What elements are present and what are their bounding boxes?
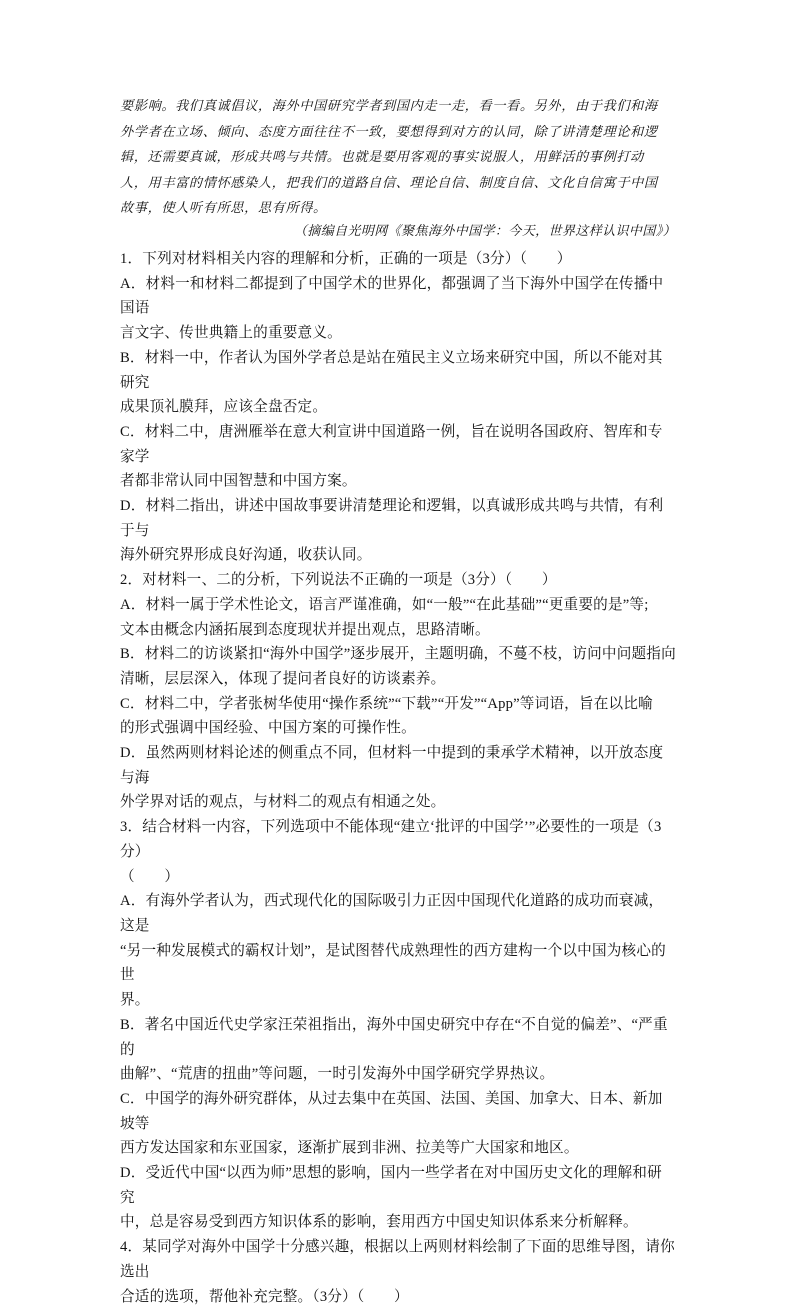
option-c: C．材料二中，唐洲雁举在意大利宣讲中国道路一例，旨在说明各国政府、智库和专家学 xyxy=(120,423,663,465)
question-stem: 4．某同学对海外中国学十分感兴趣，根据以上两则材料绘制了下面的思维导图，请你选出 xyxy=(120,1239,675,1280)
question-4 xyxy=(120,1235,676,1309)
option-a: A．材料一和材料二都提到了中国学术的世界化，都强调了当下海外中国学在传播中国语 xyxy=(120,275,664,317)
option-a: A．有海外学者认为，西式现代化的国际吸引力正因中国现代化道路的成功而衰减，这是 xyxy=(120,893,664,934)
question-stem-cont: 合适的选项，帮他补充完整。（3分）（ ） xyxy=(120,1288,409,1305)
option-b: B．著名中国近代史学家汪荣祖指出，海外中国史研究中存在“不自觉的偏差”、“严重的 xyxy=(120,1016,668,1058)
question-stem: 3．结合材料一内容，下列选项中不能体现“建立‘批评的中国学’”必要性的一项是（3分） xyxy=(120,819,662,860)
option-a-cont: 界。 xyxy=(120,992,150,1009)
option-d: D．材料二指出，讲述中国故事要讲清楚理论和逻辑，以真诚形成共鸣与共情，有利于与 xyxy=(120,498,664,539)
question-stem-cont: （ ） xyxy=(120,868,180,885)
option-d-cont: 中，总是容易受到西方知识体系的影响，套用西方中国史知识体系来分析解释。 xyxy=(120,1214,638,1231)
option-d-cont: 海外研究界形成良好沟通，收获认同。 xyxy=(120,547,372,564)
question-1 xyxy=(120,247,676,568)
option-d: D．虽然两则材料论述的侧重点不同，但材料一中提到的秉承学术精神，以开放态度与海 xyxy=(120,745,664,786)
question-stem: 1．下列对材料相关内容的理解和分析，正确的一项是（3分）（ ） xyxy=(120,251,572,267)
option-c-cont: 者都非常认同中国智慧和中国方案。 xyxy=(120,473,357,490)
material-passage xyxy=(120,94,676,222)
option-c-cont: 西方发达国家和东亚国家，逐渐扩展到非洲、拉美等广大国家和地区。 xyxy=(120,1140,579,1157)
option-c: C．中国学的海外研究群体，从过去集中在英国、法国、美国、加拿大、日本、新加坡等 xyxy=(120,1090,663,1132)
question-stem: 2．对材料一、二的分析，下列说法不正确的一项是（3分）（ ） xyxy=(120,572,557,589)
source-citation: （摘编自光明网《聚焦海外中国学：今天，世界这样认识中国》） xyxy=(293,224,676,239)
option-c: C．材料二中，学者张树华使用“操作系统”“下载”“开发”“App”等词语，旨在以比喻 xyxy=(120,695,653,712)
question-3 xyxy=(120,815,676,1235)
option-b-cont: 清晰，层层深入，体现了提问者良好的访谈素养。 xyxy=(120,670,446,687)
option-d: D．受近代中国“以西为师”思想的影响，国内一些学者在对中国历史文化的理解和研究 xyxy=(120,1165,662,1206)
passage-line: 人，用丰富的情怀感染人，把我们的道路自信、理论自信、制度自信、文化自信寓于中国 xyxy=(120,175,658,191)
passage-line: 故事，使人听有所思，思有所得。 xyxy=(120,201,327,216)
option-b: B．材料一中，作者认为国外学者总是站在殖民主义立场来研究中国，所以不能对其研究 xyxy=(120,349,663,391)
passage-line: 要影响。我们真诚倡议，海外中国研究学者到国内走一走，看一看。另外，由于我们和海 xyxy=(120,99,658,114)
passage-line: 辑，还需要真诚，形成共鸣与共情。也就是要用客观的事实说服人，用鲜活的事例打动 xyxy=(120,150,644,165)
option-a: A．材料一属于学术性论文，语言严谨准确，如“一般”“在此基础”“更重要的是”等; xyxy=(120,596,649,613)
option-b-cont: 曲解”、“荒唐的扭曲”等问题，一时引发海外中国学研究学界热议。 xyxy=(120,1066,555,1083)
option-b-cont: 成果顶礼膜拜，应该全盘否定。 xyxy=(120,399,328,416)
option-a-cont: 言文字、传世典籍上的重要意义。 xyxy=(120,325,342,342)
option-d-cont: 外学界对话的观点，与材料二的观点有相通之处。 xyxy=(120,794,446,811)
question-2 xyxy=(120,568,676,815)
question-list xyxy=(120,247,676,1309)
passage-line: 外学者在立场、倾向、态度方面往往不一致，要想得到对方的认同，除了讲清楚理论和逻 xyxy=(120,124,658,140)
option-c-cont: 的形式强调中国经验、中国方案的可操作性。 xyxy=(120,720,416,737)
option-b: B．材料二的访谈紧扣“海外中国学”逐步展开，主题明确，不蔓不枝，访问中问题指向 xyxy=(120,646,676,663)
option-a-cont: “另一种发展模式的霸权计划”，是试图替代成熟理性的西方建构一个以中国为核心的世 xyxy=(120,942,666,984)
option-a-cont: 文本由概念内涵拓展到态度现状并提出观点，思路清晰。 xyxy=(120,621,490,638)
